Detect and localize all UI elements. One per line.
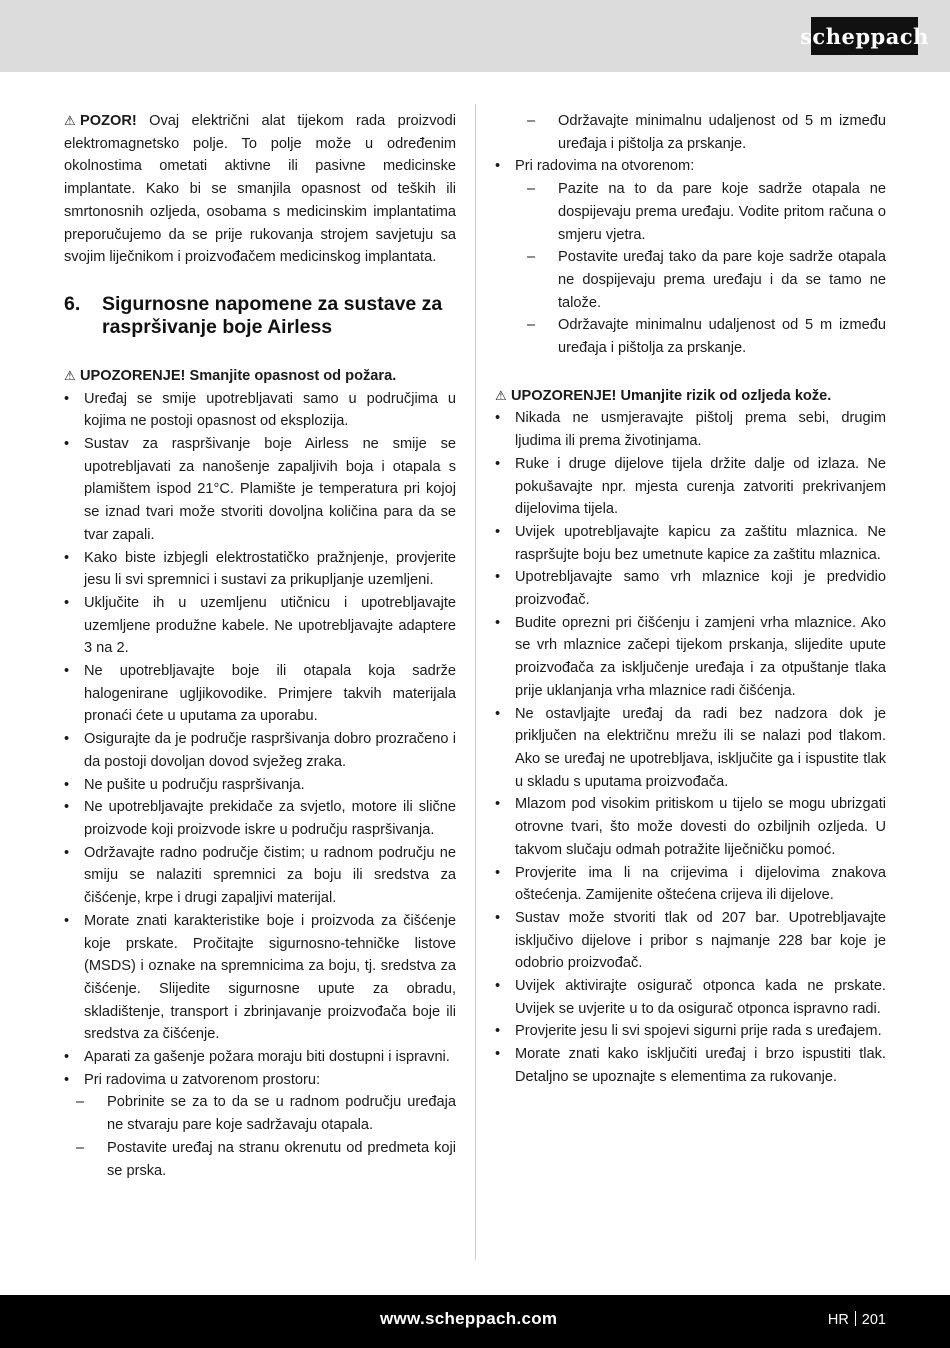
list-item: • Ne upotrebljavajte prekidače za svjetlo, motore ili slične proizvode koji proizvode iskre u području raspršivanja. xyxy=(64,796,456,841)
pozor-label: POZOR! xyxy=(80,113,137,129)
page-value: 201 xyxy=(861,1312,886,1328)
header-bar xyxy=(0,0,950,72)
list-item: • Morate znati kako isključiti uređaj i brzo ispustiti tlak. Detaljno se upoznajte s elementima za rukovanje. xyxy=(495,1043,886,1088)
fire-warning-heading: ⚠ UPOZORENJE! Smanjite opasnost od požara. xyxy=(64,365,456,388)
language-code: HR xyxy=(827,1312,849,1328)
list-item: • Uvijek upotrebljavajte kapicu za zaštitu mlaznica. Ne raspršujte boju bez umetnute kapice za zaštitu mlaznica. xyxy=(495,521,886,566)
list-item: • Budite oprezni pri čišćenju i zamjeni vrha mlaznice. Ako se vrh mlaznice začepi tijekom prskanja, slijedite upute proizvođača za isključenje uređaja i za otpuštanje tlaka prije uklanjanja vrha mlaznice radi čišćenja. xyxy=(495,612,886,703)
list-item: – Održavajte minimalnu udaljenost od 5 m između uređaja i pištolja za prskanje. xyxy=(527,113,886,152)
section-title: Sigurnosne napomene za sustave za raspršivanje boje Airless xyxy=(102,292,443,338)
list-item: • Provjerite ima li na crijevima i dijelovima znakova oštećenja. Zamijenite oštećena crijeva ili dijelove. xyxy=(495,862,886,907)
section-heading xyxy=(64,293,456,339)
list-item: • Osigurajte da je područje raspršivanja dobro prozračeno i da postoji dovoljan dovod svježeg zraka. xyxy=(64,728,456,773)
fire-safety-list xyxy=(64,388,456,1092)
page-number xyxy=(828,1311,886,1328)
list-item: • Pri radovima na otvorenom: xyxy=(495,155,886,178)
skin-safety-list xyxy=(495,407,886,1088)
left-column xyxy=(64,110,456,1182)
footer-bar xyxy=(0,1295,950,1348)
list-item: – Pazite na to da pare koje sadrže otapala ne dospijevaju prema uređaju. Vodite pritom računa o smjeru vjetra. xyxy=(527,181,886,243)
list-item: • Uvijek aktivirajte osigurač otponca kada ne prskate. Uvijek se uvjerite u to da osigurač otponca ispravno radi. xyxy=(495,975,886,1020)
list-item: • Kako biste izbjegli elektrostatičko pražnjenje, provjerite jesu li svi spremnici i sustavi za prikupljanje uzemljeni. xyxy=(64,547,456,592)
warning-triangle-icon: ⚠ xyxy=(64,113,76,128)
list-item: • Ne ostavljajte uređaj da radi bez nadzora dok je priključen na električnu mrežu ili se nalazi pod tlakom. Ako se uređaj ne upotrebljava, isključite ga i ispustite tlak u skladu s uputama proizvođača. xyxy=(495,703,886,794)
list-item: • Ruke i druge dijelove tijela držite dalje od izlaza. Ne pokušavajte npr. mjesta curenja zatvoriti prekrivanjem dijelovima tijela. xyxy=(495,453,886,521)
section-number: 6. xyxy=(64,292,81,315)
page-separator xyxy=(855,1311,856,1326)
list-item: • Ne pušite u području raspršivanja. xyxy=(64,774,456,797)
warning-triangle-icon: ⚠ xyxy=(64,367,76,383)
outdoor-list xyxy=(495,155,886,178)
list-item: • Ne upotrebljavajte boje ili otapala koja sadrže halogenirane ugljikovodike. Primjere takvih materijala pronaći ćete u uputama za uporabu. xyxy=(64,660,456,728)
list-item: • Mlazom pod visokim pritiskom u tijelo se mogu ubrizgati otrovne tvari, što može dovesti do ozbiljnih ozljeda. U takvom slučaju odmah potražite liječničku pomoć. xyxy=(495,793,886,861)
indoor-sublist xyxy=(76,1091,456,1182)
skin-warning-heading: ⚠ UPOZORENJE! Umanjite rizik od ozljeda kože. xyxy=(495,385,886,408)
list-item: • Morate znati karakteristike boje i proizvoda za čišćenje koje prskate. Pročitajte sigurnosno-tehničke listove (MSDS) i oznake na spremnicima za boju, tj. sredstva za čišćenje. Slijedite sigurnosne upute za obradu, skladištenje, transport i zbrinjavanje proizvođača boje ili sredstva za čišćenje. xyxy=(64,910,456,1046)
list-item: • Sustav za raspršivanje boje Airless ne smije se upotrebljavati za nanošenje zapaljivih boja i otapala s plamištem ispod 21°C. Plamište je temperatura pri kojoj se iznad tvari može stvoriti dovoljna količina para da se tvar zapali. xyxy=(64,433,456,547)
list-item: • Uključite ih u uzemljenu utičnicu i upotrebljavajte uzemljene produžne kabele. Ne upotrebljavajte adaptere 3 na 2. xyxy=(64,592,456,660)
list-item: – Održavajte minimalnu udaljenost od 5 m između uređaja i pištolja za prskanje. xyxy=(527,317,886,357)
list-item: • Upotrebljavajte samo vrh mlaznice koji je predvidio proizvođač. xyxy=(495,566,886,611)
list-item: • Provjerite jesu li svi spojevi sigurni prije rada s uređajem. xyxy=(495,1020,886,1043)
outdoor-sublist xyxy=(527,178,886,360)
list-item: – Pobrinite se za to da se u radnom području uređaja ne stvaraju pare koje sadržavaju otapala. xyxy=(76,1094,456,1134)
list-item: • Održavajte radno područje čistim; u radnom području ne smiju se nalaziti spremnici za boju ili sredstva za čišćenje, krpe i drugi zapaljivi materijal. xyxy=(64,842,456,910)
list-item: – Postavite uređaj tako da pare koje sadrže otapala ne dospijevaju prema uređaju i da se tamo ne talože. xyxy=(527,249,886,311)
warning-triangle-icon: ⚠ xyxy=(495,387,507,403)
pozor-text: Ovaj električni alat tijekom rada proizvodi elektromagnetsko polje. To polje može u određenim okolnostima ometati aktivne ili pasivne medicinske implantate. Kako bi se smanjila opasnost od teških ili smrtonosnih ozljeda, osobama s medicinskim implantatima preporučujemo da se prije rukovanja strojem savjetuju sa svojim liječnikom i proizvođačem medicinskog implantata. xyxy=(64,113,456,266)
pozor-notice xyxy=(64,110,456,269)
list-item: • Pri radovima u zatvorenom prostoru: xyxy=(64,1069,456,1092)
list-item: • Aparati za gašenje požara moraju biti dostupni i ispravni. xyxy=(64,1046,456,1069)
website-link[interactable]: www.scheppach.com xyxy=(380,1309,558,1328)
list-item: • Nikada ne usmjeravajte pištolj prema sebi, drugim ljudima ili prema životinjama. xyxy=(495,407,886,452)
column-divider xyxy=(475,104,476,1260)
right-column xyxy=(495,110,886,1089)
list-item: • Uređaj se smije upotrebljavati samo u područjima u kojima ne postoji opasnost od eksplozija. xyxy=(64,388,456,433)
scheppach-logo: scheppach xyxy=(811,17,918,55)
list-item: • Sustav može stvoriti tlak od 207 bar. Upotrebljavajte isključivo dijelove i pribor s najmanje 228 bar koje je odobrio proizvođač. xyxy=(495,907,886,975)
top-dash-list xyxy=(527,110,886,155)
list-item: – Postavite uređaj na stranu okrenutu od predmeta koji se prska. xyxy=(76,1139,456,1179)
